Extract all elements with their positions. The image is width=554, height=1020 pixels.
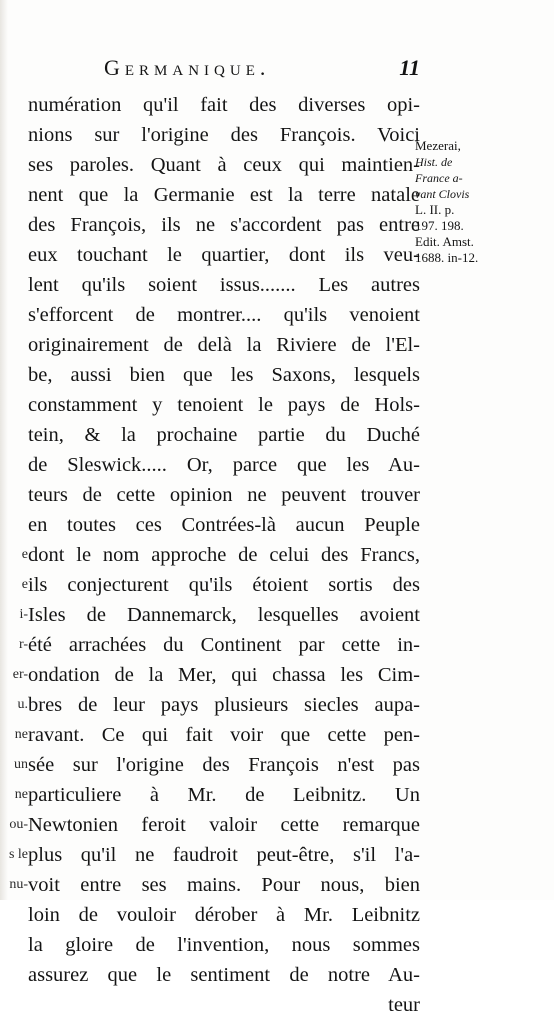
facing-fragment: e — [21, 577, 28, 592]
text-line: ils conjecturent qu'ils étoient sortis des — [28, 574, 420, 596]
facing-fragment: r- — [18, 637, 28, 652]
text-line: eux touchant le quartier, dont ils veu- — [28, 244, 420, 266]
facing-fragment: ne — [14, 727, 28, 742]
running-head: Germanique. — [104, 55, 271, 80]
text-line: ondation de la Mer, qui chassa les Cim- — [28, 664, 420, 686]
facing-fragment: ou- — [9, 817, 28, 832]
text-line: originairement de delà la Riviere de l'El- — [28, 334, 420, 356]
text-line: loin de vouloir dérober à Mr. Leibnitz — [28, 904, 420, 926]
text-line: nions sur l'origine des François. Voici — [28, 124, 420, 146]
text-line: en toutes ces Contrées-là aucun Peuple — [28, 514, 420, 536]
text-line: la gloire de l'invention, nous sommes — [28, 934, 420, 956]
margin-note-line: vant Clovis — [415, 187, 470, 201]
text-line: particuliere à Mr. de Leibnitz. Un — [28, 784, 420, 806]
margin-note-line: L. II. p. — [415, 202, 455, 217]
facing-page-fragments — [0, 540, 30, 900]
text-line: teurs de cette opinion ne peuvent trouver — [28, 484, 420, 506]
text-line: ravant. Ce qui fait voir que cette pen- — [28, 724, 420, 746]
text-line: sée sur l'origine des François n'est pas — [28, 754, 420, 776]
text-line: de Sleswick..... Or, parce que les Au- — [28, 454, 420, 476]
margin-note-line: Mezerai, — [415, 138, 461, 153]
text-line: plus qu'il ne faudroit peut-être, s'il l'a- — [28, 844, 420, 866]
text-line: été arrachées du Continent par cette in- — [28, 634, 420, 656]
text-line: ses paroles. Quant à ceux qui maintien- — [28, 154, 420, 176]
page-number: 11 — [399, 55, 420, 80]
facing-fragment: u. — [17, 697, 28, 712]
text-line: Newtonien feroit valoir cette remarque — [28, 814, 420, 836]
text-line: voit entre ses mains. Pour nous, bien — [28, 874, 420, 896]
margin-note-line: 197. 198. — [415, 218, 464, 233]
body-text — [28, 90, 420, 1020]
text-line: s'efforcent de montrer.... qu'ils venoient — [28, 304, 420, 326]
catchword: teur — [388, 994, 420, 1016]
facing-fragment: e — [21, 547, 28, 562]
margin-note-line: 1688. in-12. — [415, 250, 479, 265]
text-line: constamment y tenoient le pays de Hols- — [28, 394, 420, 416]
margin-note-line: France a- — [415, 171, 463, 185]
facing-fragment: i- — [19, 607, 28, 622]
margin-note-line: Edit. Amst. — [415, 234, 474, 249]
text-line: numération qu'il fait des diverses opi- — [28, 94, 420, 116]
text-line: bres de leur pays plusieurs siecles aupa- — [28, 694, 420, 716]
text-line: nent que la Germanie est la terre natale — [28, 184, 420, 206]
facing-fragment: nu- — [9, 877, 28, 892]
margin-note — [415, 138, 545, 266]
text-line: Isles de Dannemarck, lesquelles avoient — [28, 604, 420, 626]
text-line: dont le nom approche de celui des Francs, — [28, 544, 420, 566]
text-line: lent qu'ils soient issus....... Les autres — [28, 274, 420, 296]
text-line: des François, ils ne s'accordent pas entre — [28, 214, 420, 236]
text-line: tein, & la prochaine partie du Duché — [28, 424, 420, 446]
facing-fragment: s le — [8, 847, 28, 862]
facing-fragment: er- — [12, 667, 28, 682]
facing-fragment: ne — [14, 787, 28, 802]
page-header — [104, 55, 420, 85]
text-line: assurez que le sentiment de notre Au- — [28, 964, 420, 986]
text-line: be, aussi bien que les Saxons, lesquels — [28, 364, 420, 386]
facing-fragment: un — [14, 757, 28, 772]
margin-note-line: Hist. de — [415, 155, 453, 169]
